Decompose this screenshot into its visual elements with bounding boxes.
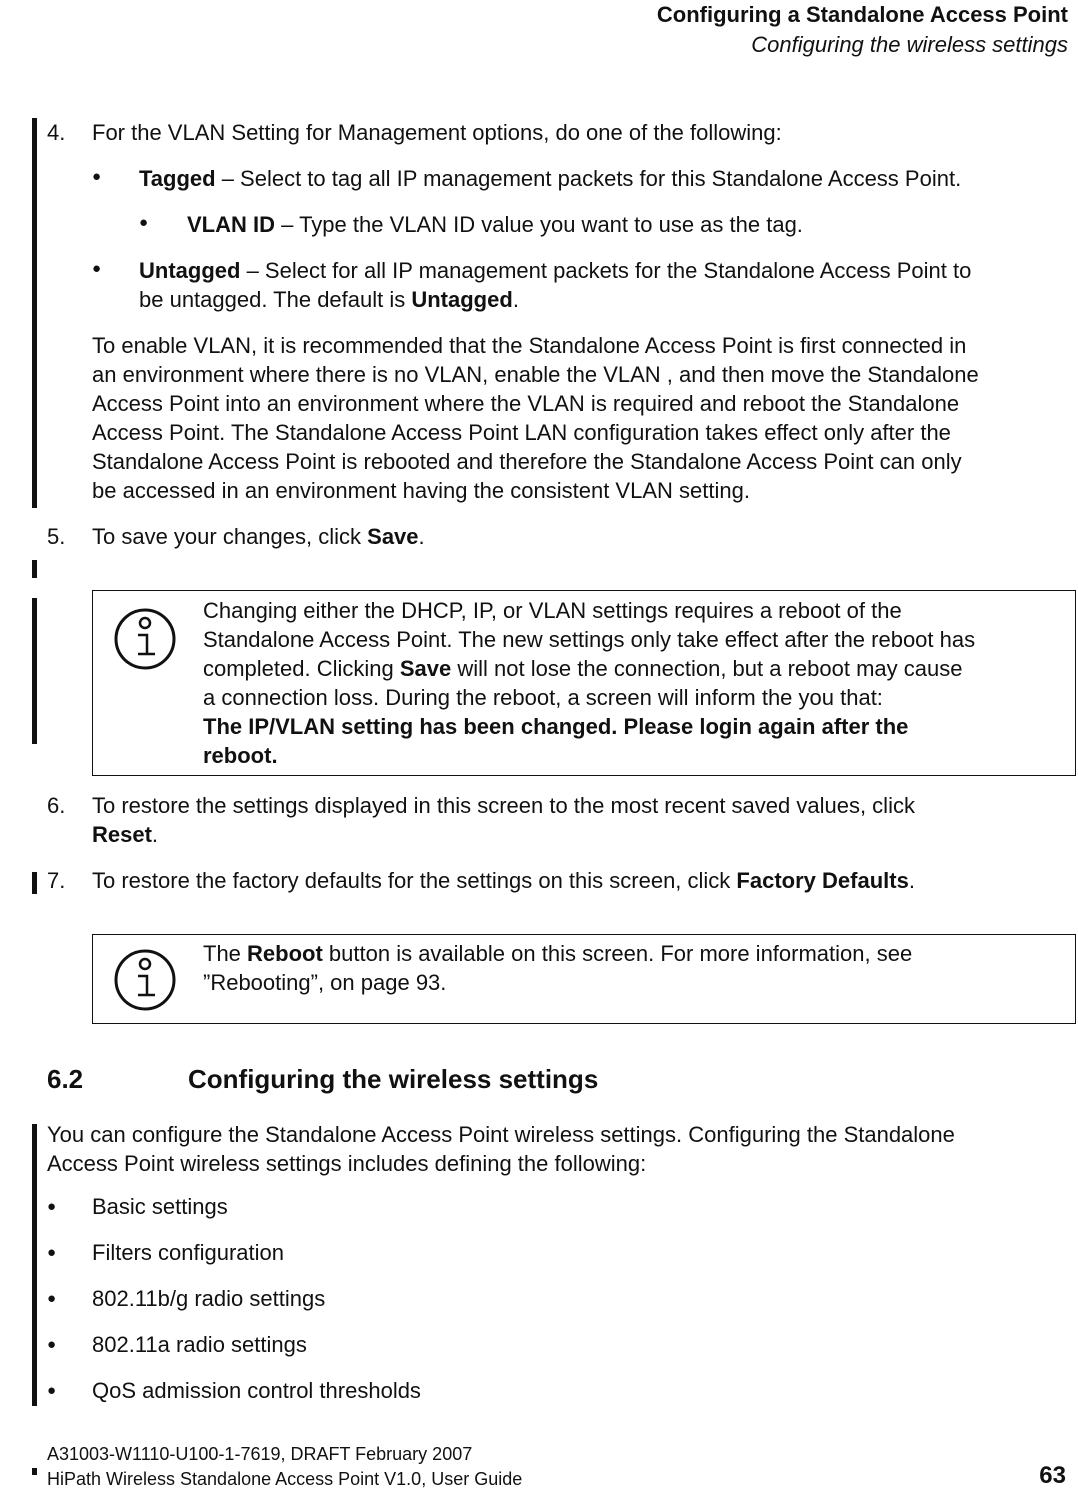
note-line-part: The <box>203 941 248 966</box>
period: . <box>418 524 425 549</box>
step-5-desc: To save your changes, click <box>92 524 368 549</box>
note-2-text <box>203 939 912 997</box>
page-header-subtitle: Configuring the wireless settings <box>751 32 1068 57</box>
change-bar <box>32 118 37 508</box>
note-line: Changing either the DHCP, IP, or VLAN settings requires a reboot of the <box>203 598 902 623</box>
note-bold-line: reboot. <box>203 743 278 768</box>
section-number: 6.2 <box>47 1064 84 1094</box>
bullet-icon: ● <box>47 1336 57 1353</box>
list-item: 802.11a radio settings <box>92 1332 307 1357</box>
footer-product: HiPath Wireless Standalone Access Point V1.0, User Guide <box>47 1469 523 1489</box>
option-untagged <box>139 256 971 285</box>
option-vlan-id-desc: – Type the VLAN ID value you want to use as the tag. <box>275 212 803 237</box>
change-bar <box>32 598 37 744</box>
info-note-icon <box>113 607 177 671</box>
note-line-part: will not lose the connection, but a reboot may cause <box>451 656 963 681</box>
change-bar <box>32 1124 37 1406</box>
note-line-part: completed. Clicking <box>203 656 400 681</box>
bullet-icon: ● <box>47 1382 57 1399</box>
step-7-desc: To restore the factory defaults for the settings on this screen, click <box>92 868 737 893</box>
change-bar <box>32 872 37 894</box>
step-6-text: To restore the settings displayed in this screen to the most recent saved values, click <box>92 793 915 818</box>
paragraph-line: Standalone Access Point is rebooted and therefore the Standalone Access Point can only <box>92 449 962 474</box>
option-untagged-desc-2: be untagged. The default is <box>139 287 412 312</box>
list-item: Basic settings <box>92 1194 228 1219</box>
bullet-icon: ● <box>47 1198 57 1215</box>
reset-term: Reset <box>92 822 152 847</box>
bullet-icon: ● <box>47 1244 57 1261</box>
paragraph-line: You can configure the Standalone Access Point wireless settings. Configuring the Standalone <box>47 1122 955 1147</box>
list-item: QoS admission control thresholds <box>92 1378 421 1403</box>
note-line: ”Rebooting”, on page 93. <box>203 970 447 995</box>
period: . <box>908 868 915 893</box>
note-box-reboot-info <box>92 934 1076 1024</box>
list-item: Filters configuration <box>92 1240 284 1265</box>
paragraph-line: Access Point. The Standalone Access Point LAN configuration takes effect only after the <box>92 420 951 445</box>
option-tagged-desc: – Select to tag all IP management packets for this Standalone Access Point. <box>215 166 962 191</box>
save-term: Save <box>367 524 419 549</box>
period: . <box>151 822 159 847</box>
bullet-icon: ● <box>47 1290 57 1307</box>
list-item: 802.11b/g radio settings <box>92 1286 326 1311</box>
bullet-icon: ● <box>92 260 102 277</box>
save-term: Save <box>399 656 452 681</box>
option-untagged-line-2 <box>139 285 519 314</box>
section-title: Configuring the wireless settings <box>188 1064 599 1094</box>
paragraph-line: an environment where there is no VLAN, enable the VLAN , and then move the Standalone <box>92 362 979 387</box>
change-bar <box>32 560 37 578</box>
step-5-text <box>92 522 425 551</box>
page-number: 63 <box>1039 1462 1066 1489</box>
option-tagged <box>139 164 961 193</box>
bullet-icon: ● <box>139 214 149 231</box>
step-6-line-2 <box>92 820 158 849</box>
note-box-reboot-warning <box>92 590 1076 776</box>
option-tagged-term: Tagged <box>139 166 216 191</box>
bullet-icon: ● <box>92 168 102 185</box>
paragraph-line: To enable VLAN, it is recommended that the Standalone Access Point is first connected in <box>92 333 967 358</box>
note-line-part: button is available on this screen. For more information, see <box>322 941 913 966</box>
option-vlan-id <box>187 210 803 239</box>
option-vlan-id-term: VLAN ID <box>187 212 275 237</box>
note-bold-line: The IP/VLAN setting has been changed. Please login again after the <box>203 714 909 739</box>
info-note-icon <box>113 948 177 1012</box>
note-line <box>203 939 912 968</box>
paragraph-line: Access Point into an environment where the VLAN is required and reboot the Standalone <box>92 391 960 416</box>
step-4-number: 4. <box>47 120 66 145</box>
period: . <box>512 287 519 312</box>
section-intro <box>47 1120 955 1178</box>
paragraph-line: be accessed in an environment having the consistent VLAN setting. <box>92 478 750 503</box>
note-1-text <box>203 596 975 770</box>
note-line: Standalone Access Point. The new settings only take effect after the reboot has <box>203 627 976 652</box>
reboot-term: Reboot <box>247 941 323 966</box>
change-bar <box>32 1468 37 1475</box>
step-4-text: For the VLAN Setting for Management options, do one of the following: <box>92 120 782 145</box>
footer-doc-id: A31003-W1110-U100-1-7619, DRAFT February 2007 <box>47 1444 473 1464</box>
untagged-default-term: Untagged <box>411 287 513 312</box>
vlan-paragraph <box>92 331 979 505</box>
paragraph-line: Access Point wireless settings includes defining the following: <box>47 1151 647 1176</box>
note-line <box>203 654 975 683</box>
step-7-number: 7. <box>47 868 66 893</box>
option-untagged-term: Untagged <box>139 258 241 283</box>
factory-defaults-term: Factory Defaults <box>736 868 909 893</box>
step-6-number: 6. <box>47 793 66 818</box>
page-header-title: Configuring a Standalone Access Point <box>656 2 1068 27</box>
step-5-number: 5. <box>47 524 66 549</box>
option-untagged-desc: – Select for all IP management packets for the Standalone Access Point to <box>240 258 972 283</box>
note-line: a connection loss. During the reboot, a screen will inform the you that: <box>203 685 883 710</box>
step-7-text <box>92 866 915 895</box>
